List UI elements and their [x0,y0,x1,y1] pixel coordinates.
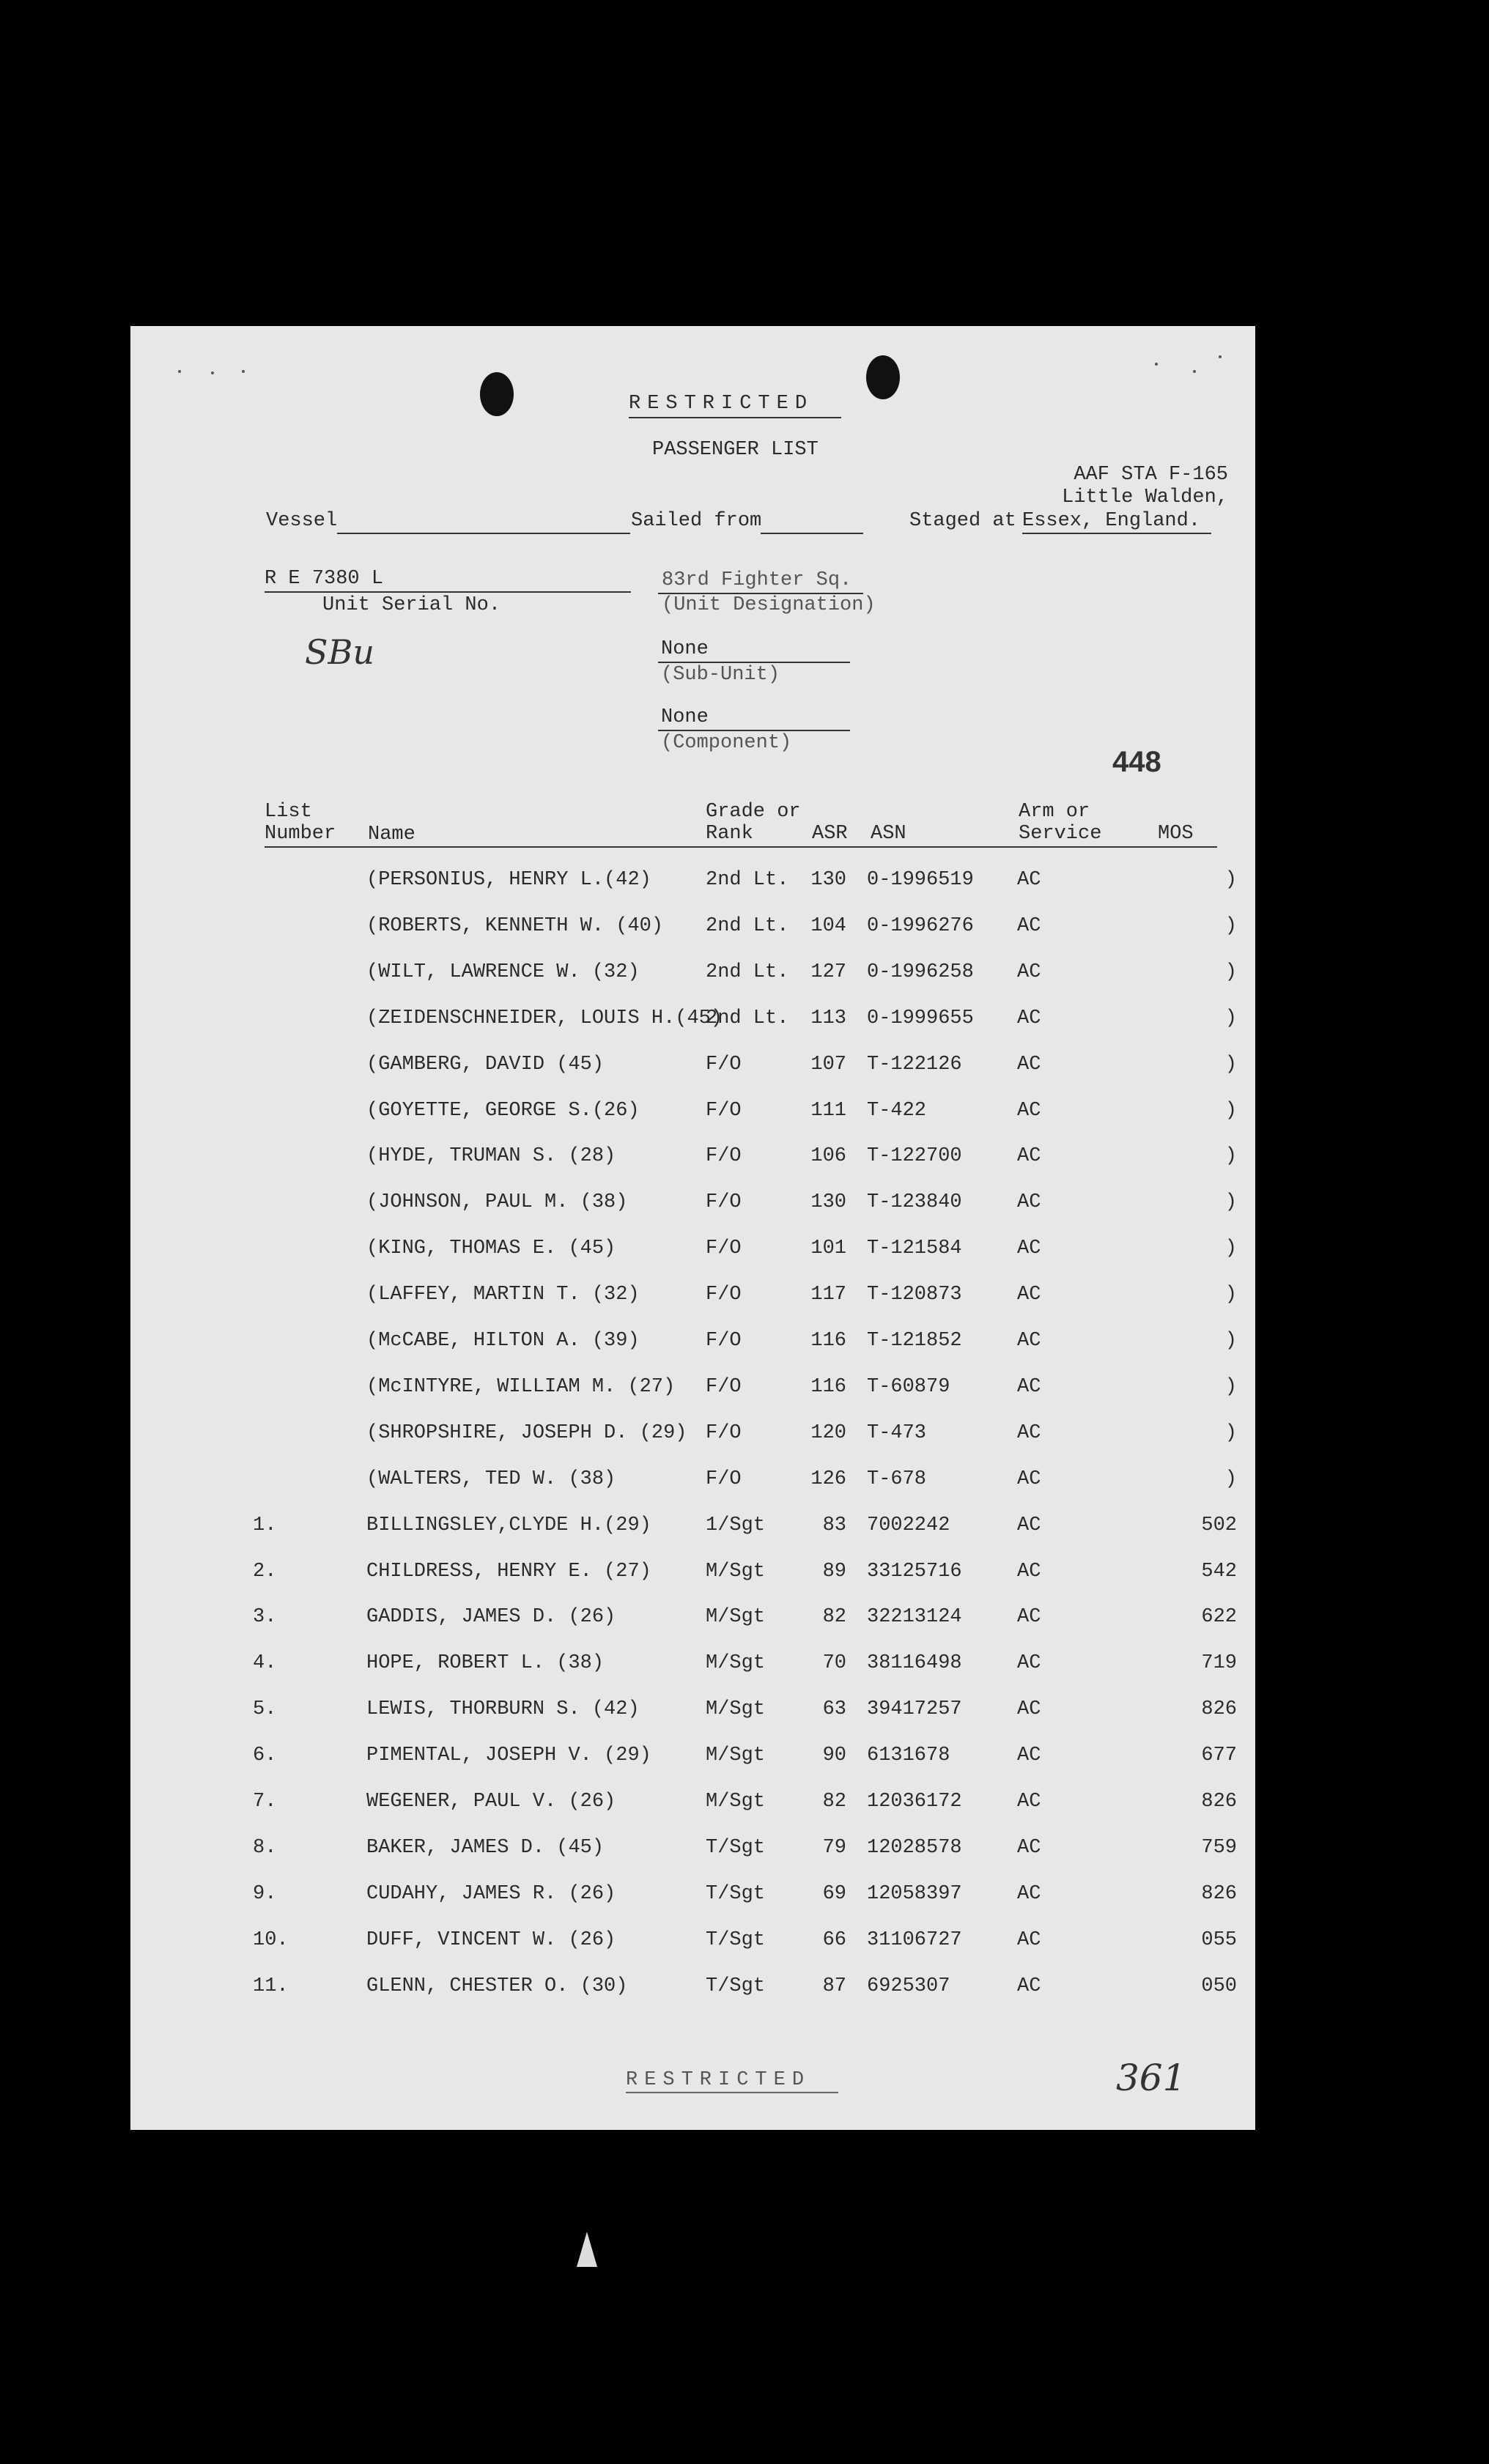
table-row [130,1053,1255,1082]
cell-mos: ) [1224,1468,1237,1490]
cell-grade: T/Sgt [706,1836,766,1859]
table-row [130,961,1255,990]
col-asr: ASR [812,823,848,845]
cell-grade: F/O [706,1191,742,1214]
cell-asn: T-678 [867,1468,927,1490]
cell-name: CUDAHY, JAMES R. (26) [366,1882,616,1905]
cell-asn: T-123840 [867,1191,962,1214]
cell-asn: T-122126 [867,1053,962,1076]
cell-mos: 677 [1201,1745,1237,1767]
cell-name: (PERSONIUS, HENRY L.(42) [366,869,651,891]
cell-name: BAKER, JAMES D. (45) [366,1836,605,1859]
cell-asn: 12058397 [867,1882,962,1905]
cell-name: (SHROPSHIRE, JOSEPH D. (29) [366,1421,687,1444]
sub-unit-label: (Sub-Unit) [661,664,780,686]
cell-arm: AC [1017,1882,1041,1905]
cell-num: 6. [253,1745,277,1767]
cell-name: (GAMBERG, DAVID (45) [366,1053,605,1076]
cell-num: 7. [253,1791,277,1813]
table-row [130,1651,1255,1681]
component-label: (Component) [661,732,792,754]
cell-arm: AC [1017,1099,1041,1122]
cell-grade: T/Sgt [706,1975,766,1997]
cell-mos: 055 [1201,1928,1237,1951]
table-row [130,1237,1255,1266]
classification-bottom-underline [626,2092,838,2093]
col-list-number-line1: List [265,801,312,823]
cell-asr: 66 [822,1928,846,1951]
cell-asr: 104 [810,914,846,937]
cell-name: (ROBERTS, KENNETH W. (40) [366,914,664,937]
cell-asr: 70 [822,1652,846,1675]
cell-grade: F/O [706,1099,742,1122]
cell-asr: 107 [810,1053,846,1076]
cell-mos: ) [1224,1375,1237,1398]
cell-mos: 622 [1201,1606,1237,1629]
cell-grade: T/Sgt [706,1928,766,1951]
cell-asn: T-473 [867,1421,927,1444]
cell-asn: 32213124 [867,1606,962,1629]
cell-arm: AC [1017,1145,1041,1168]
cell-arm: AC [1017,1836,1041,1859]
cell-arm: AC [1017,1468,1041,1490]
cell-arm: AC [1017,961,1041,983]
vessel-blank [337,533,630,534]
cell-grade: F/O [706,1284,742,1306]
table-row [130,1514,1255,1543]
cell-asr: 63 [822,1698,846,1721]
cell-mos: 050 [1201,1975,1237,1997]
cell-num: 1. [253,1514,277,1536]
cell-num: 11. [253,1975,289,1997]
sub-unit-value: None [661,638,709,660]
cell-arm: AC [1017,1284,1041,1306]
staged-at-underline [1022,533,1211,534]
cell-grade: M/Sgt [706,1698,766,1721]
cell-asn: T-120873 [867,1284,962,1306]
cell-arm: AC [1017,1191,1041,1214]
staged-at-label: Staged at [909,510,1016,532]
cell-grade: F/O [706,1237,742,1260]
vessel-label: Vessel [266,510,338,532]
table-row [130,914,1255,944]
cell-asr: 130 [810,869,846,891]
classification-bottom: RESTRICTED [626,2069,811,2091]
document-page [130,326,1255,2130]
stray-mark [1219,355,1222,358]
cell-name: (HYDE, TRUMAN S. (28) [366,1145,616,1168]
cell-asn: 0-1996519 [867,869,974,891]
cell-grade: 1/Sgt [706,1514,766,1536]
col-arm-line2: Service [1019,823,1102,845]
col-grade-line1: Grade or [706,801,801,823]
cell-name: DUFF, VINCENT W. (26) [366,1928,616,1951]
classification-underline [629,417,841,418]
table-row [130,1928,1255,1958]
table-row [130,1191,1255,1220]
station-line-2: Little Walden, [1062,486,1228,508]
station-line-1: AAF STA F-165 [1074,464,1228,486]
cell-grade: M/Sgt [706,1745,766,1767]
table-row [130,1790,1255,1819]
cell-arm: AC [1017,1791,1041,1813]
cell-asr: 113 [810,1007,846,1029]
stray-mark [242,370,245,373]
cell-asr: 79 [822,1836,846,1859]
component-value: None [661,706,709,728]
table-row [130,1283,1255,1312]
cell-grade: F/O [706,1053,742,1076]
col-name: Name [368,824,415,846]
cell-mos: ) [1224,869,1237,891]
cell-name: (McCABE, HILTON A. (39) [366,1330,640,1352]
cell-asr: 116 [810,1375,846,1398]
handwritten-code: SBu [305,632,374,672]
cell-arm: AC [1017,1698,1041,1721]
table-row [130,1144,1255,1174]
cell-mos: 719 [1201,1652,1237,1675]
cell-num: 3. [253,1606,277,1629]
cell-num: 9. [253,1882,277,1905]
cell-grade: 2nd Lt. [706,914,789,937]
table-row [130,1329,1255,1358]
cell-asn: 7002242 [867,1514,950,1536]
cell-name: (KING, THOMAS E. (45) [366,1237,616,1260]
cell-name: (McINTYRE, WILLIAM M. (27) [366,1375,676,1398]
cell-arm: AC [1017,1560,1041,1583]
cell-arm: AC [1017,1975,1041,1997]
sailed-from-blank [761,533,863,534]
cell-grade: F/O [706,1375,742,1398]
col-grade-line2: Rank [706,823,753,845]
cell-grade: M/Sgt [706,1791,766,1813]
table-row [130,1882,1255,1912]
cell-name: (WILT, LAWRENCE W. (32) [366,961,640,983]
cell-asr: 130 [810,1191,846,1214]
cell-asn: T-122700 [867,1145,962,1168]
cell-asr: 87 [822,1975,846,1997]
table-row [130,1560,1255,1589]
cell-grade: T/Sgt [706,1882,766,1905]
cell-name: (JOHNSON, PAUL M. (38) [366,1191,628,1214]
cell-name: CHILDRESS, HENRY E. (27) [366,1560,651,1583]
table-row [130,1468,1255,1497]
cell-asr: 90 [822,1745,846,1767]
unit-serial-label: Unit Serial No. [322,594,501,616]
table-row [130,1698,1255,1727]
stray-mark [1193,370,1196,373]
cell-asn: 0-1996276 [867,914,974,937]
page-count-stamp: 448 [1112,746,1161,778]
cell-grade: F/O [706,1145,742,1168]
cell-asn: 6131678 [867,1745,950,1767]
cell-asn: 0-1999655 [867,1007,974,1029]
cell-asn: 31106727 [867,1928,962,1951]
stray-mark [178,370,181,373]
unit-designation-value: 83rd Fighter Sq. [662,569,852,591]
cell-asn: T-121584 [867,1237,962,1260]
cell-name: (WALTERS, TED W. (38) [366,1468,616,1490]
cell-arm: AC [1017,869,1041,891]
cell-asn: 12036172 [867,1791,962,1813]
unit-serial-value: R E 7380 L [265,568,384,590]
cell-mos: ) [1224,1421,1237,1444]
table-row [130,868,1255,898]
cell-asr: 120 [810,1421,846,1444]
cell-arm: AC [1017,1375,1041,1398]
cell-grade: M/Sgt [706,1560,766,1583]
cell-asr: 82 [822,1606,846,1629]
cell-grade: 2nd Lt. [706,869,789,891]
cell-asr: 82 [822,1791,846,1813]
cell-num: 5. [253,1698,277,1721]
table-row [130,1975,1255,2004]
handwritten-page-number: 361 [1116,2057,1186,2099]
cell-asr: 83 [822,1514,846,1536]
cell-grade: F/O [706,1421,742,1444]
cell-num: 2. [253,1560,277,1583]
cell-arm: AC [1017,914,1041,937]
table-row [130,1744,1255,1773]
cell-mos: ) [1224,914,1237,937]
cell-name: LEWIS, THORBURN S. (42) [366,1698,640,1721]
cell-arm: AC [1017,1606,1041,1629]
cell-asr: 111 [810,1099,846,1122]
document-title: PASSENGER LIST [652,439,819,461]
cell-arm: AC [1017,1237,1041,1260]
cell-asr: 127 [810,961,846,983]
cell-asn: T-60879 [867,1375,950,1398]
cell-mos: ) [1224,1007,1237,1029]
cell-arm: AC [1017,1928,1041,1951]
stray-mark [211,371,214,374]
cell-name: HOPE, ROBERT L. (38) [366,1652,605,1675]
cell-asn: 12028578 [867,1836,962,1859]
cell-mos: ) [1224,1145,1237,1168]
table-row [130,1421,1255,1451]
cell-asn: T-422 [867,1099,927,1122]
header-rule [265,846,1217,848]
cell-arm: AC [1017,1330,1041,1352]
punch-hole-right [866,355,900,399]
cell-arm: AC [1017,1421,1041,1444]
cell-grade: M/Sgt [706,1652,766,1675]
cell-arm: AC [1017,1053,1041,1076]
cell-mos: 826 [1201,1791,1237,1813]
table-row [130,1375,1255,1405]
cell-mos: 759 [1201,1836,1237,1859]
cell-asr: 106 [810,1145,846,1168]
cell-grade: 2nd Lt. [706,961,789,983]
cell-grade: F/O [706,1468,742,1490]
cell-mos: ) [1224,1330,1237,1352]
cell-name: (GOYETTE, GEORGE S.(26) [366,1099,640,1122]
cell-mos: ) [1224,1237,1237,1260]
punch-hole-left [480,372,514,416]
cell-asr: 89 [822,1560,846,1583]
cell-name: (LAFFEY, MARTIN T. (32) [366,1284,640,1306]
cell-mos: ) [1224,961,1237,983]
table-row [130,1099,1255,1128]
cell-name: PIMENTAL, JOSEPH V. (29) [366,1745,651,1767]
table-row [130,1007,1255,1036]
paper-scrap [577,2232,597,2267]
cell-num: 10. [253,1928,289,1951]
cell-asn: 33125716 [867,1560,962,1583]
cell-mos: 826 [1201,1882,1237,1905]
cell-arm: AC [1017,1652,1041,1675]
cell-mos: ) [1224,1099,1237,1122]
col-mos: MOS [1158,823,1194,845]
cell-num: 8. [253,1836,277,1859]
cell-mos: ) [1224,1053,1237,1076]
cell-arm: AC [1017,1745,1041,1767]
cell-name: (ZEIDENSCHNEIDER, LOUIS H.(45) [366,1007,723,1029]
cell-name: GLENN, CHESTER O. (30) [366,1975,628,1997]
cell-arm: AC [1017,1007,1041,1029]
col-list-number-line2: Number [265,823,336,845]
unit-serial-rule [265,591,631,593]
sailed-from-label: Sailed from [631,510,762,532]
cell-name: WEGENER, PAUL V. (26) [366,1791,616,1813]
cell-asn: 6925307 [867,1975,950,1997]
cell-asn: 39417257 [867,1698,962,1721]
cell-mos: ) [1224,1284,1237,1306]
cell-grade: M/Sgt [706,1606,766,1629]
table-row [130,1605,1255,1635]
cell-grade: 2nd Lt. [706,1007,789,1029]
cell-name: GADDIS, JAMES D. (26) [366,1606,616,1629]
unit-designation-label: (Unit Designation) [662,594,876,616]
cell-asn: 38116498 [867,1652,962,1675]
staged-at-value: Essex, England. [1022,510,1201,532]
cell-asr: 116 [810,1330,846,1352]
cell-asr: 101 [810,1237,846,1260]
table-row [130,1836,1255,1865]
cell-mos: 542 [1201,1560,1237,1583]
cell-asr: 117 [810,1284,846,1306]
stray-mark [1155,363,1158,366]
cell-num: 4. [253,1652,277,1675]
cell-arm: AC [1017,1514,1041,1536]
cell-mos: ) [1224,1191,1237,1214]
col-arm-line1: Arm or [1019,801,1090,823]
classification-top: RESTRICTED [629,393,814,415]
cell-mos: 826 [1201,1698,1237,1721]
cell-mos: 502 [1201,1514,1237,1536]
cell-grade: F/O [706,1330,742,1352]
cell-name: BILLINGSLEY,CLYDE H.(29) [366,1514,651,1536]
cell-asr: 69 [822,1882,846,1905]
cell-asr: 126 [810,1468,846,1490]
cell-asn: T-121852 [867,1330,962,1352]
cell-asn: 0-1996258 [867,961,974,983]
col-asn: ASN [871,823,906,845]
